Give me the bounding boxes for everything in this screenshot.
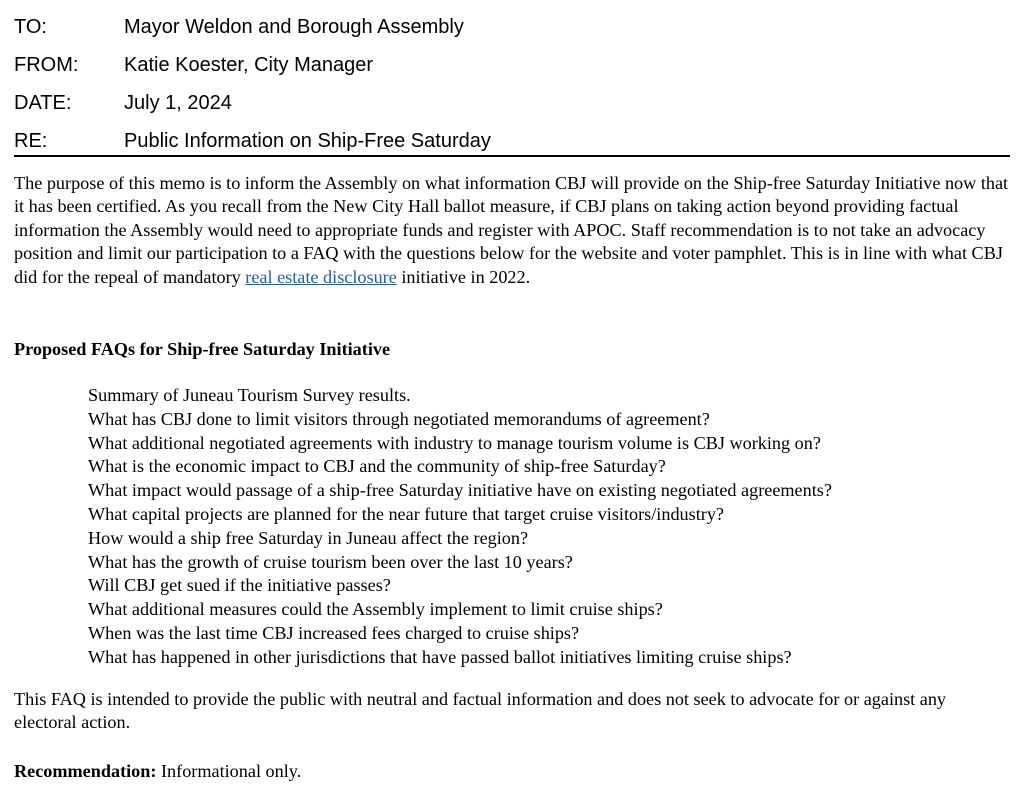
to-row (14, 12, 1010, 50)
to-label: TO: (14, 16, 47, 38)
from-value: Katie Koester, City Manager (124, 54, 374, 76)
faq-item: When was the last time CBJ increased fees charged to cruise ships? (88, 622, 580, 643)
faq-item: What additional negotiated agreements with industry to manage tourism volume is CBJ working on? (88, 432, 821, 453)
faq-item: What has CBJ done to limit visitors through negotiated memorandums of agreement? (88, 408, 710, 429)
intro-text-end: initiative in 2022. (396, 266, 531, 287)
faq-item: Summary of Juneau Tourism Survey results. (88, 385, 411, 405)
header-divider (14, 155, 1010, 157)
faq-item: What impact would passage of a ship-free Saturday initiative have on existing negotiated agreements? (88, 480, 832, 501)
date-value: July 1, 2024 (124, 92, 232, 114)
faq-item: How would a ship free Saturday in Juneau affect the region? (88, 527, 529, 548)
re-value: Public Information on Ship-Free Saturday (124, 130, 491, 152)
faq-item: Will CBJ get sued if the initiative passes? (88, 575, 391, 596)
closing-paragraph: This FAQ is intended to provide the public with neutral and factual information and does not seek to advocate for or against any electoral action. (14, 689, 947, 733)
intro-text: The purpose of this memo is to inform the Assembly on what information CBJ will provide on the Ship-free Saturday Initiative now that it has been certified. As you recall from the New City Hall ballot measure, if CBJ plans on taking action beyond providing factual information the Assembly would need to appropriate funds and register with APOC. Staff recommendation is to not take an advocacy position and limit our participation to a FAQ with the questions below for the website and voter pamphlet. This is in line with what CBJ did for the repeal of mandatory (14, 173, 1009, 287)
faq-list (88, 384, 1008, 670)
to-value: Mayor Weldon and Borough Assembly (124, 16, 464, 38)
from-label: FROM: (14, 54, 79, 76)
faq-item: What has happened in other jurisdictions that have passed ballot initiatives limiting cruise ships? (88, 646, 792, 667)
faq-item: What capital projects are planned for the near future that target cruise visitors/industry? (88, 503, 724, 524)
date-row (14, 88, 1010, 126)
intro-paragraph (14, 172, 1010, 289)
real-estate-disclosure-link[interactable]: real estate disclosure (245, 266, 397, 287)
recommendation-line (14, 760, 301, 783)
recommendation-label: Recommendation: (14, 761, 157, 781)
recommendation-value: Informational only. (156, 761, 302, 781)
faq-item: What has the growth of cruise tourism been over the last 10 years? (88, 551, 573, 572)
from-row (14, 50, 1010, 88)
re-row (14, 126, 1010, 164)
date-label: DATE: (14, 92, 72, 114)
re-label: RE: (14, 130, 48, 152)
faq-item: What additional measures could the Assembly implement to limit cruise ships? (88, 599, 663, 620)
faq-item: What is the economic impact to CBJ and the community of ship-free Saturday? (88, 456, 666, 477)
memo-header (14, 12, 1010, 164)
faq-heading: Proposed FAQs for Ship-free Saturday Initiative (14, 339, 391, 359)
